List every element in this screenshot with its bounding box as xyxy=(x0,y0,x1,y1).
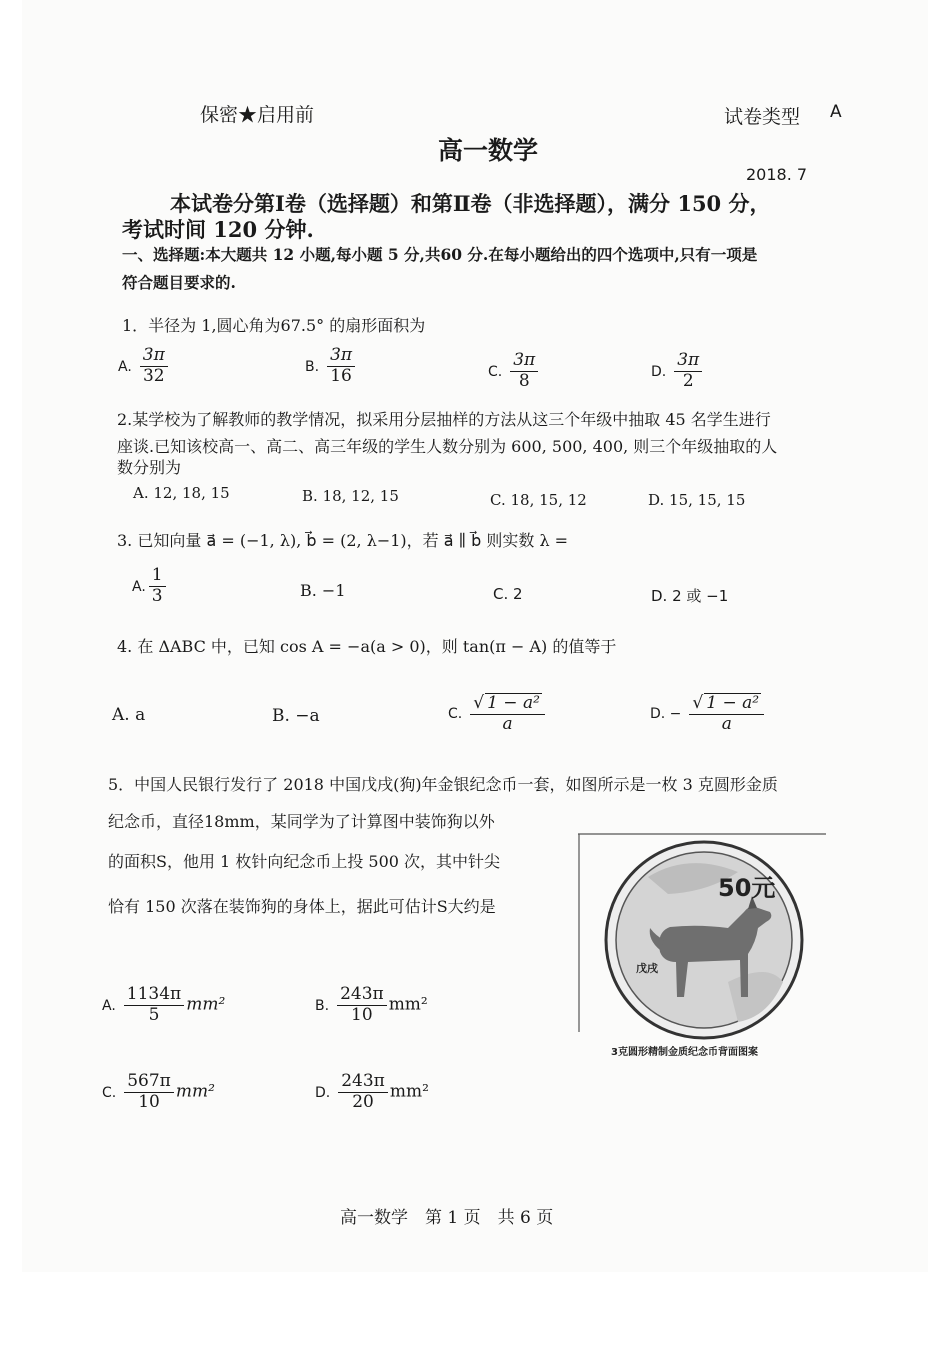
question-5-option-b[interactable]: B. $\frac{243\pi}{10}$ mm² xyxy=(315,984,428,1025)
question-4-stem: 4. 在 ΔABC 中，已知 cos A = −a(a > 0)，则 tan(π − A) 的值等于 xyxy=(117,637,617,656)
question-5-option-d[interactable]: D. $\frac{243\pi}{20}$ mm² xyxy=(315,1071,429,1112)
page-title: 高一数学 xyxy=(438,136,539,165)
question-5-line-1: 5．中国人民银行发行了 2018 中国戊戌(狗)年金银纪念币一套，如图所示是一枚 3 克圆形金质 xyxy=(108,775,778,794)
paper-type-value: A xyxy=(830,102,842,122)
question-3-option-b[interactable]: B. −1 xyxy=(300,581,346,600)
question-1-option-b[interactable]: B. $\frac{3\pi}{16}$ xyxy=(305,346,357,386)
question-2-line-2: 座谈.已知该校高一、高二、高三年级的学生人数分别为 600, 500, 400, 则三个年级抽取的人 xyxy=(117,437,778,456)
section-heading-line-1: 一、选择题:本大题共 12 小题,每小题 5 分,共60 分.在每小题给出的四个选项中,只有一项是 xyxy=(122,245,758,264)
question-5-line-3: 的面积S，他用 1 枚针向纪念币上投 500 次，其中针尖 xyxy=(108,852,501,871)
question-2-option-d[interactable]: D. 15, 15, 15 xyxy=(648,491,746,509)
coin-figure xyxy=(578,832,826,1062)
exam-date: 2018. 7 xyxy=(746,165,808,184)
section-heading-line-2: 符合题目要求的. xyxy=(122,273,236,292)
coin-caption: 3克圆形精制金质纪念币背面图案 xyxy=(611,1047,758,1058)
question-1-stem: 1．半径为 1,圆心角为67.5° 的扇形面积为 xyxy=(122,316,426,335)
question-5-option-c[interactable]: C. $\frac{567\pi}{10}$ mm² xyxy=(102,1071,215,1112)
question-3-option-a[interactable]: A. $\frac{1}{3}$ xyxy=(132,566,168,606)
confidential-mark: 保密★启用前 xyxy=(200,104,315,126)
coin-year: 戊戌 xyxy=(636,962,658,975)
paper-type-label: 试卷类型 xyxy=(724,106,801,128)
question-5-line-4: 恰有 150 次落在装饰狗的身体上，据此可估计S大约是 xyxy=(108,897,496,916)
question-2-line-1: 2.某学校为了解教师的教学情况，拟采用分层抽样的方法从这三个年级中抽取 45 名学生进行 xyxy=(117,410,771,429)
question-5-option-a[interactable]: A. $\frac{1134\pi}{5}$ mm² xyxy=(102,984,226,1025)
question-4-option-a[interactable]: A. a xyxy=(112,705,146,725)
question-4-option-d[interactable]: D. − $\frac{\text{√ 1 − a²}}{a}$ xyxy=(650,693,766,734)
question-4-option-b[interactable]: B. −a xyxy=(272,706,320,726)
coin-image xyxy=(578,832,826,1062)
question-3-option-c[interactable]: C. 2 xyxy=(493,585,523,603)
question-1-option-c[interactable]: C. $\frac{3\pi}{8}$ xyxy=(488,351,540,391)
question-1-option-d[interactable]: D. $\frac{3\pi}{2}$ xyxy=(651,351,704,391)
coin-value: 50元 xyxy=(718,874,776,902)
intro-line-2: 考试时间 120 分钟. xyxy=(122,217,314,242)
page-footer: 高一数学 第 1 页 共 6 页 xyxy=(340,1208,554,1228)
question-2-option-a[interactable]: A. 12, 18, 15 xyxy=(133,484,230,502)
question-2-option-c[interactable]: C. 18, 15, 12 xyxy=(490,491,587,509)
intro-line-1: 本试卷分第Ⅰ卷（选择题）和第Ⅱ卷（非选择题），满分 150 分， xyxy=(170,191,771,216)
question-3-stem: 3. 已知向量 a⃗ = (−1, λ), b⃗ = (2, λ−1)，若 a⃗ ∥ b⃗ 则实数 λ = xyxy=(117,531,569,550)
question-2-line-3: 数分别为 xyxy=(117,458,182,477)
question-4-option-c[interactable]: C. $\frac{\text{√ 1 − a²}}{a}$ xyxy=(448,693,547,734)
question-1-option-a[interactable]: A. $\frac{3\pi}{32}$ xyxy=(118,346,170,386)
question-5-line-2: 纪念币，直径18mm，某同学为了计算图中装饰狗以外 xyxy=(108,812,495,831)
question-2-option-b[interactable]: B. 18, 12, 15 xyxy=(302,487,399,505)
question-3-option-d[interactable]: D. 2 或 −1 xyxy=(651,587,729,605)
